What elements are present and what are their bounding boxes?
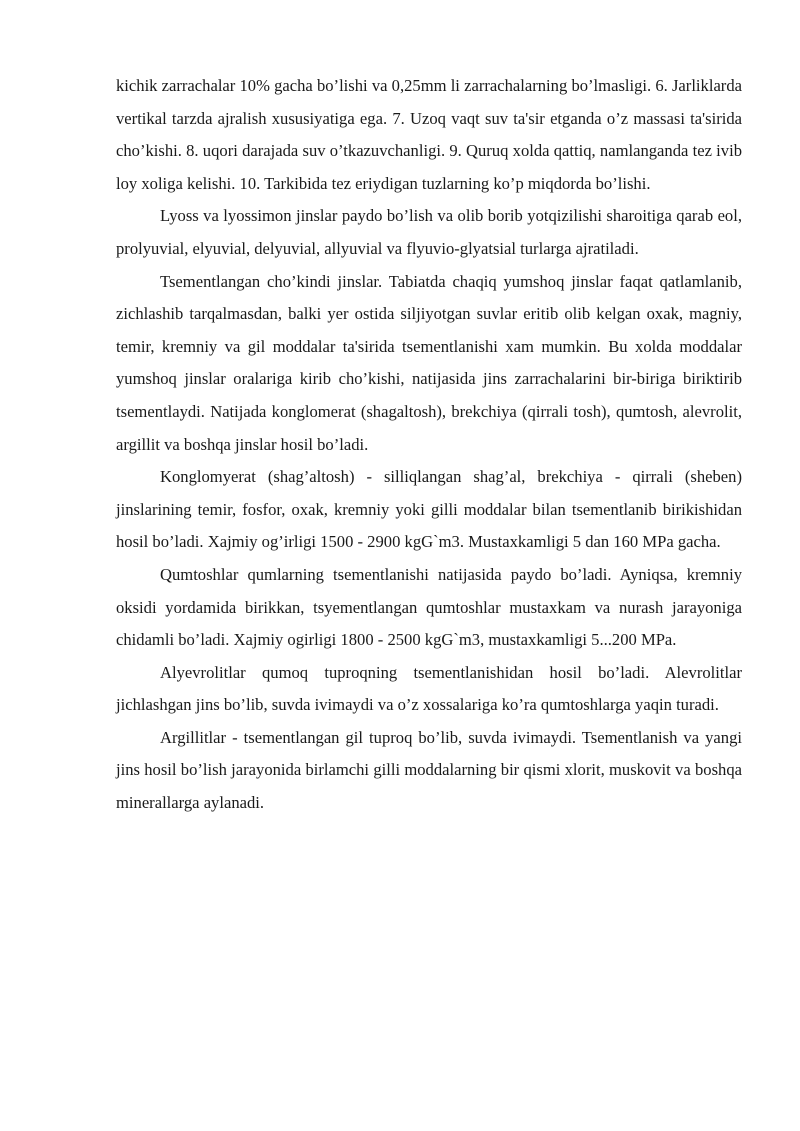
paragraph-argillite: Argillitlar - tsementlangan gil tuproq bo’lib, suvda ivimaydi. Tsementlanish va yangi jins hosil bo’lish jarayonida birlamchi gilli moddalarning bir qismi xlorit, muskovit va boshqa minerallarga aylanadi. — [116, 727, 742, 813]
paragraph-loess-types: Lyoss va lyossimon jinslar paydo bo’lish va olib borib yotqizilishi sharoitiga qarab eol, prolyuvial, elyuvial, delyuvial, allyuvial va flyuvio-glyatsial turlarga ajratiladi. — [116, 206, 742, 258]
document-page — [116, 70, 742, 820]
paragraph-sandstone: Qumtoshlar qumlarning tsementlanishi natijasida paydo bo’ladi. Ayniqsa, kremniy oksidi yordamida birikkan, tsyementlangan qumtoshlar mustaxkam va nurash jarayoniga chidamli bo’ladi. Xajmiy ogirligi 1800 - 2500 kgG`m3, mustaxkamligi 5...200 MPa. — [116, 564, 742, 650]
paragraph-cemented-sedimentary-rocks: Tsementlangan cho’kindi jinslar. Tabiatda chaqiq yumshoq jinslar faqat qatlamlanib, zichlashib tarqalmasdan, balki yer ostida siljiyotgan suvlar eritib olib kelgan oxak, magniy, temir, kremniy va gil moddalar ta'sirida tsementlanishi xam mumkin. Bu xolda moddalar yumshoq jinslar oralariga kirib cho’kishi, natijasida jins zarrachalarini bir-biriga biriktirib tsementlaydi. Natijada konglomerat (shagaltosh), brekchiya (qirrali tosh), qumtosh, alevrolit, argillit va boshqa jinslar hosil bo’ladi. — [116, 271, 742, 454]
paragraph-loess-properties-continued: kichik zarrachalar 10% gacha bo’lishi va 0,25mm li zarrachalarning bo’lmasligi. 6. Jarliklarda vertikal tarzda ajralish xususiyatiga ega. 7. Uzoq vaqt suv ta'sir etganda o’z massasi ta'sirida cho’kishi. 8. uqori darajada suv o’tkazuvchanligi. 9. Quruq xolda qattiq, namlanganda tez ivib loy xoliga kelishi. 10. Tarkibida tez eriydigan tuzlarning ko’p miqdorda bo’lishi. — [116, 76, 742, 193]
paragraph-conglomerate: Konglomyerat (shag’altosh) - silliqlangan shag’al, brekchiya - qirrali (sheben) jinslarining temir, fosfor, oxak, kremniy yoki gilli moddalar bilan tsementlanib birikishidan hosil bo’ladi. Xajmiy og’irligi 1500 - 2900 kgG`m3. Mustaxkamligi 5 dan 160 MPa gacha. — [116, 467, 742, 552]
paragraph-aleurolite: Alyevrolitlar qumoq tuproqning tsementlanishidan hosil bo’ladi. Alevrolitlar jichlashgan jins bo’lib, suvda ivimaydi va o’z xossalariga ko’ra qumtoshlarga yaqin turadi. — [116, 662, 742, 715]
